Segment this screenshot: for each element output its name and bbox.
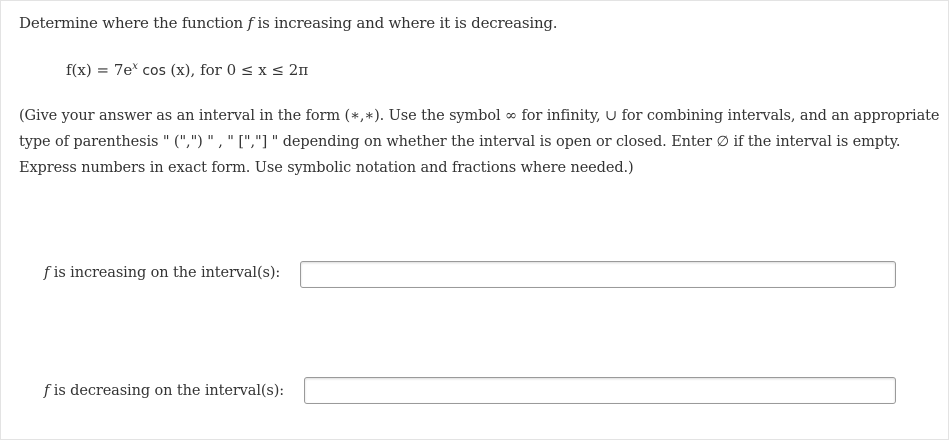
question-text-end: is increasing and where it is decreasing.: [252, 14, 558, 32]
formula-arg: (x),: [170, 61, 196, 79]
decreasing-label-text: is decreasing on the interval(s):: [49, 383, 285, 399]
formula-exponent: x: [132, 61, 138, 72]
decreasing-label: [44, 383, 284, 399]
formula-lhs: f(x) = 7e: [66, 61, 133, 79]
increasing-f-symbol: f: [44, 265, 50, 281]
increasing-label-text: is increasing on the interval(s):: [49, 265, 281, 281]
decreasing-f-symbol: f: [44, 383, 50, 399]
decreasing-interval-input[interactable]: [304, 377, 896, 404]
increasing-interval-input[interactable]: [300, 261, 896, 288]
question-text-start: Determine where the function: [19, 14, 248, 32]
increasing-label: [44, 265, 280, 281]
formula-domain: for 0 ≤ x ≤ 2π: [195, 61, 309, 79]
function-symbol: f: [247, 14, 253, 32]
function-formula: [66, 61, 308, 79]
question-prompt: [19, 14, 557, 32]
answer-instructions: (Give your answer as an interval in the form (∗,∗). Use the symbol ∞ for infinity, ∪ for combining intervals, and an appropriate type of parenthesis " (",") " , " [","] " depending on whether the interval is open or closed. Enter ∅ if the interval is empty. Express numbers in exact form. Use symbolic notation and fractions where needed.): [19, 108, 940, 176]
formula-cos: cos: [137, 63, 171, 79]
